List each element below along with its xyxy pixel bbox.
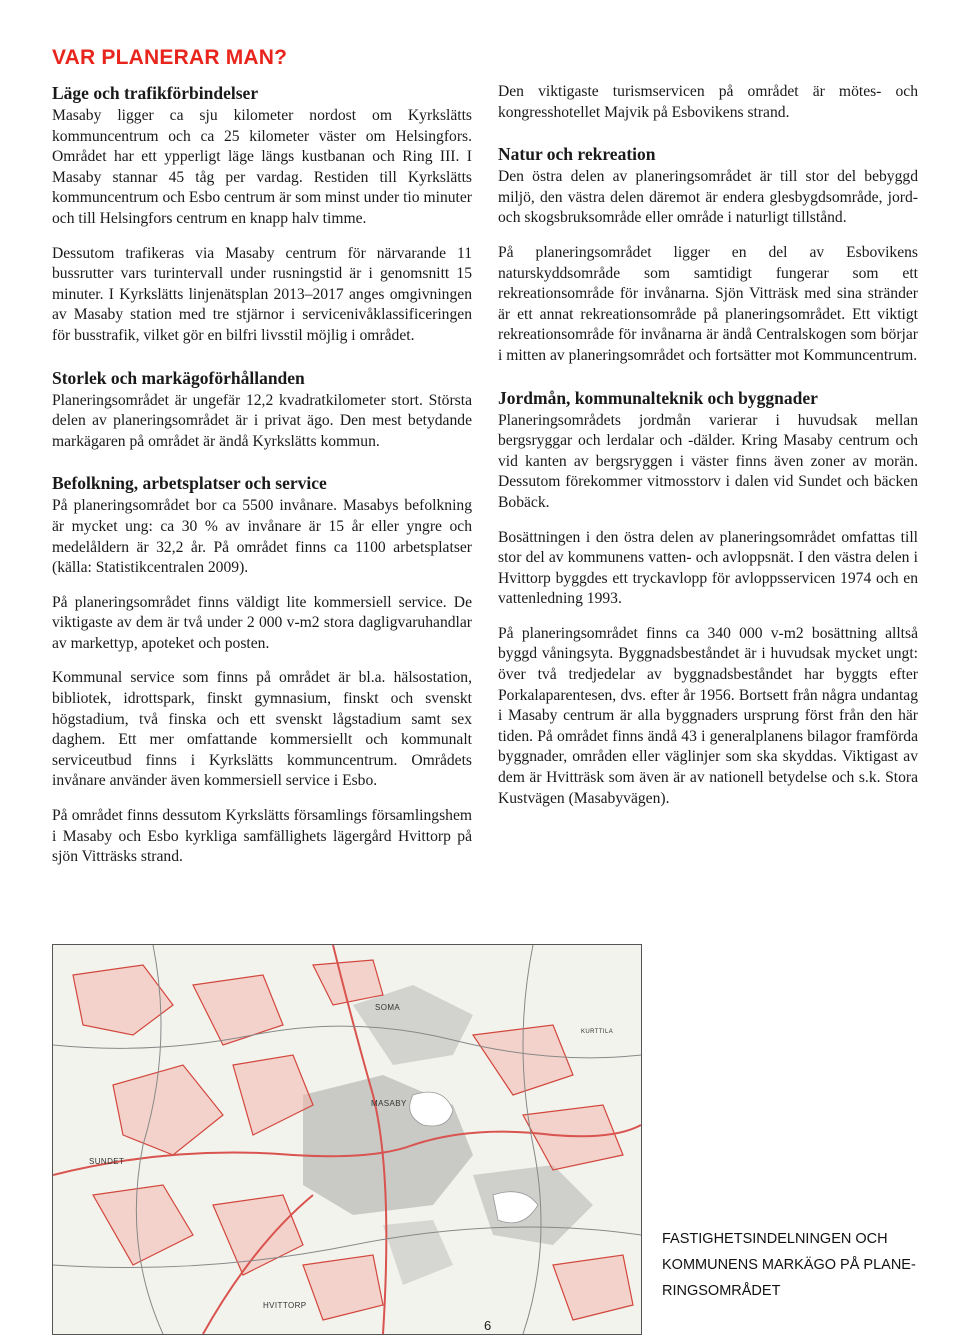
section-lage xyxy=(52,82,472,347)
paragraph: Dessutom trafikeras via Masaby centrum för närvarande 11 bussrutter vars turintervall under rusningstid är i genomsnitt 15 minuter. I Kyrkslätts linjenätsplan 2013–2017 anges omgivningen av Masaby station med tre stjärnor i servicenivåklassificeringen för busstrafik, vilket gör en bilfri livsstil möjlig i området. xyxy=(52,244,472,344)
left-column xyxy=(52,82,472,888)
section-storlek xyxy=(52,367,472,453)
paragraph: Planeringsområdet är ungefär 12,2 kvadratkilometer stort. Största delen av planeringsområdet är i privat ägo. Den mest betydande markägaren på området är ändå Kyrkslätts kommun. xyxy=(52,391,472,450)
paragraph: Den östra delen av planeringsområdet är till stor del bebyggd miljö, den västra delen däremot är endera glesbygdsområde, jord- och skogsbruksområde eller område i naturligt tillstånd. xyxy=(498,168,918,227)
paragraph: Bosättningen i den östra delen av planeringsområdet omfattas till stor del av kommunens vatten- och avloppsnät. I den västra delen i Hvittorp byggdes ett tryckavlopp för avloppsservicen 1974 och en vattenledning 1993. xyxy=(498,528,918,608)
paragraph: Kommunal service som finns på området är bl.a. hälsostation, bibliotek, idrottspark, finskt gymnasium, finskt och svenskt högstadium, två finska och ett svenskt lågstadium samt sex daghem. Ett mer omfattande kommersiellt och kommunalt serviceutbud finns i Kyrkslätts kommuncentrum. Områdets invånare använder även kommersiell service i Esbo. xyxy=(52,669,472,790)
paragraph: Masaby ligger ca sju kilometer nordost om Kyrkslätts kommuncentrum och ca 25 kilometer väster om Helsingfors. Området har ett ypperligt läge längs kustbanan och Ring III. I Masaby stannar 45 tåg per vardag. Restiden till Kyrkslätts kommuncentrum och Esbo centrum är som minst under tio minuter och till Helsingfors centrum en knapp halv timme. xyxy=(52,107,472,227)
section-heading: Läge och trafikförbindelser xyxy=(52,83,259,103)
caption-line: RINGSOMRÅDET xyxy=(662,1283,781,1299)
map-label-soma: SOMA xyxy=(375,1003,401,1012)
paragraph: På området finns dessutom Kyrkslätts församlings församlingshem i Masaby och Esbo kyrkliga samfällighets lägergård Hvittorp på sjön Vitträsks strand. xyxy=(52,807,472,866)
map-label-sundet: SUNDET xyxy=(89,1157,125,1166)
section-turism xyxy=(498,82,918,123)
section-heading: Storlek och markägoförhållanden xyxy=(52,367,305,388)
section-natur xyxy=(498,143,918,366)
map-caption xyxy=(662,1226,942,1304)
caption-line: FASTIGHETSINDELNINGEN OCH xyxy=(662,1231,888,1247)
paragraph: Den viktigaste turismservicen på området är mötes- och kongresshotellet Majvik på Esbovikens strand. xyxy=(498,83,918,121)
section-heading: Jordmån, kommunalteknik och byggnader xyxy=(498,387,818,408)
property-map xyxy=(52,944,642,1335)
section-heading: Natur och rekreation xyxy=(498,144,656,165)
paragraph: Planeringsområdets jordmån varierar i huvudsak mellan bergsryggar och lerdalar och -dälder. Kring Masaby centrum och vid kanten av bergsryggen i väster finns även zoner av morän. Dessutom förekommer vitmosstorv i dalen vid Sundet och bäcken Bobäck. xyxy=(498,411,918,511)
section-befolkning xyxy=(52,472,472,868)
paragraph: På planeringsområdet bor ca 5500 invånare. Masabys befolkning är mycket ung: ca 30 % av invånare är 15 år eller yngre och medelåldern är 32,2 år. På området finns ca 1100 arbetsplatser (källa: Statistikcentralen 2009). xyxy=(52,497,472,577)
map-graphic xyxy=(53,945,641,1334)
map-label-masaby: MASABY xyxy=(371,1099,407,1108)
paragraph: På planeringsområdet finns väldigt lite kommersiell service. De viktigaste av dem är två under 2 000 v-m2 stora dagligvaruhandlar av markettyp, apoteket och posten. xyxy=(52,593,472,652)
map-label-hvittorp: HVITTORP xyxy=(263,1301,307,1310)
right-column xyxy=(498,82,918,829)
section-heading: Befolkning, arbetsplatser och service xyxy=(52,473,327,494)
page-title: VAR PLANERAR MAN? xyxy=(52,46,288,69)
caption-line: KOMMUNENS MARKÄGO PÅ PLANE- xyxy=(662,1257,916,1273)
page-number: 6 xyxy=(484,1318,492,1333)
map-label-kurttila: KURTTILA xyxy=(581,1029,614,1035)
section-jordman xyxy=(498,387,918,810)
paragraph: På planeringsområdet finns ca 340 000 v-m2 bosättning alltså byggd våningsyta. Byggnadsbeståndet är i huvudsak mycket ungt: över två tredjedelar av byggnadsbeståndet har byggts efter Porkalaparentesen, dvs. efter år 1956. Bortsett från några undantag i Masaby centrum är alla byggnaders ursprung först från den här tiden. På området finns ändå 43 i generalplanens bilagor framförda byggnader, områden eller väglinjer som ska skyddas. Viktigast av dem är Hvitträsk som även är av nationell betydelse och s.k. Stora Kustvägen (Masabyvägen). xyxy=(498,624,918,807)
paragraph: På planeringsområdet ligger en del av Esbovikens naturskyddsområde som samtidigt fungerar som ett rekreationsområde för invånarna. Sjön Vitträsk med sina stränder är ett annat rekreationsområde på planeringsområdet. Ett viktigt rekreationsområde för invånarna är ändå Centralskogen som börjar i mitten av planeringsområdet och fortsätter mot Kommuncentrum. xyxy=(498,243,918,364)
